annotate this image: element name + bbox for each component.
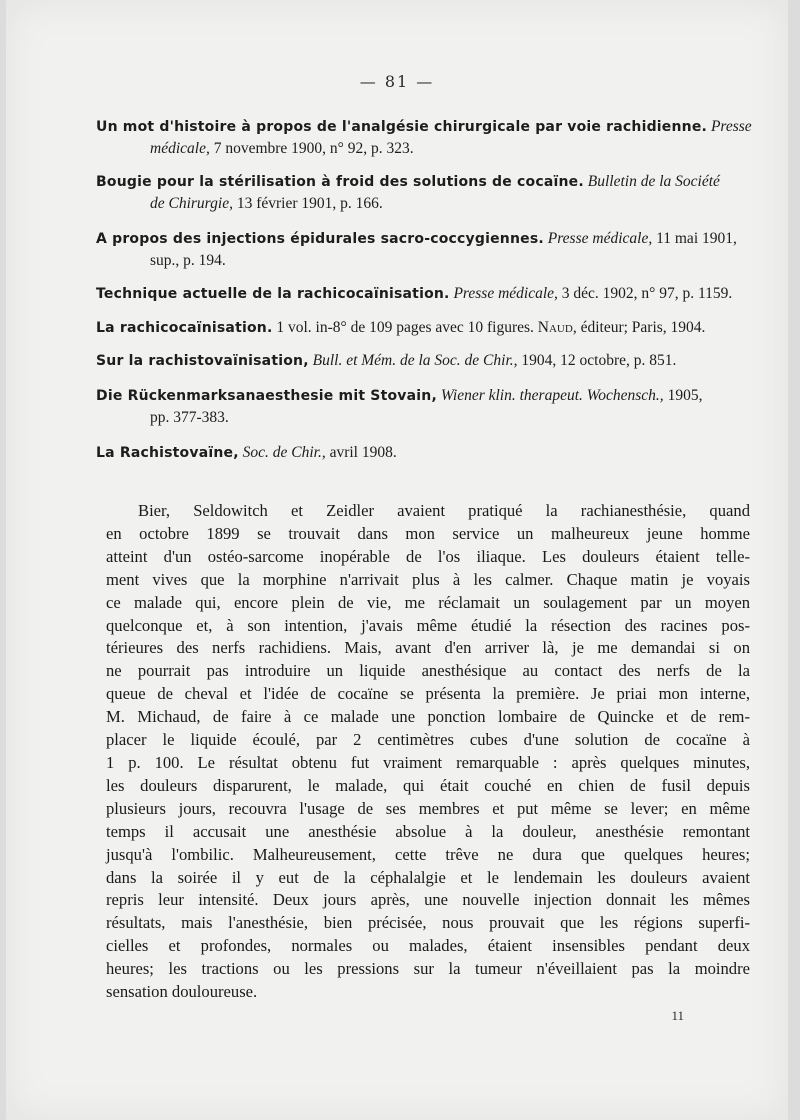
bibliography-entry — [96, 385, 752, 429]
entry-title: Technique actuelle de la rachicocaïnisation. — [96, 286, 450, 302]
bibliography-entry — [96, 228, 752, 272]
entry-details-cont: pp. 377-383. — [150, 409, 229, 426]
body-line: en octobre 1899 se trouvait dans mon service un malheureux jeune homme — [106, 523, 750, 543]
book-page — [6, 0, 788, 1120]
entry-source-cont: médicale, — [150, 140, 210, 157]
body-paragraph — [106, 500, 750, 1004]
signature-mark: 11 — [671, 1008, 684, 1023]
entry-publisher: Naud, — [537, 319, 577, 336]
bibliography-entry — [96, 317, 752, 339]
entry-details: 11 mai 1901, — [656, 230, 737, 247]
bibliography-entry — [96, 442, 752, 464]
body-line: 1 p. 100. Le résultat obtenu fut vraiment remarquable : après quelques minutes, — [106, 752, 750, 772]
bibliography-entry — [96, 283, 752, 305]
entry-source-cont: de Chirurgie, — [150, 195, 233, 212]
body-line: cielles et profondes, normales ou malades, étaient insensibles pendant deux — [106, 936, 750, 956]
entry-title: La Rachistovaïne, — [96, 445, 239, 461]
entry-details: 1 vol. in-8° de 109 pages avec 10 figures. — [276, 319, 534, 336]
body-line: quelconque et, à son intention, j'avais même étudié la résection des racines pos- — [106, 615, 750, 635]
body-line: repris leur intensité. Deux jours après, une nouvelle injection donnait les mêmes — [106, 890, 750, 910]
entry-source: Presse médicale, — [453, 285, 558, 302]
entry-title: Bougie pour la stérilisation à froid des solutions de cocaïne. — [96, 174, 584, 190]
entry-details: avril 1908. — [329, 444, 397, 461]
entry-details: 7 novembre 1900, n° 92, p. 323. — [213, 140, 414, 157]
bibliography-entry — [96, 171, 752, 215]
body-line: Bier, Seldowitch et Zeidler avaient pratiqué la rachianesthésie, quand — [138, 501, 750, 520]
entry-details-post: éditeur; Paris, 1904. — [580, 319, 706, 336]
body-line: dans la soirée il y eut de la céphalalgie et le lendemain les douleurs avaient — [106, 867, 750, 887]
page-number: — 81 — — [359, 72, 435, 91]
entry-source: Soc. de Chir., — [242, 444, 326, 461]
entry-details: 13 février 1901, p. 166. — [236, 195, 383, 212]
entry-source: Presse médicale, — [547, 230, 653, 247]
body-line: térieures des nerfs rachidiens. Mais, avant d'en arriver là, je me demandai si on — [106, 638, 750, 658]
body-line: résultats, mais l'anesthésie, bien précisée, nous prouvait que les régions superfi- — [106, 913, 750, 933]
body-line: heures; les tractions ou les pressions sur la tumeur n'éveillaient pas la moindre — [106, 959, 750, 979]
entry-title: Sur la rachistovaïnisation, — [96, 353, 309, 369]
entry-title: La rachicocaïnisation. — [96, 320, 273, 336]
body-line: ce malade qui, encore plein de vie, me réclamait un soulagement par un moyen — [106, 592, 750, 612]
entry-details: 1905, — [667, 387, 703, 404]
entry-title: Die Rückenmarksanaesthesie mit Stovain, — [96, 388, 437, 404]
entry-title: A propos des injections épidurales sacro-coccygiennes. — [96, 231, 544, 247]
body-line: placer le liquide écoulé, par 2 centimètres cubes d'une solution de cocaïne à — [106, 730, 750, 750]
entry-title: Un mot d'histoire à propos de l'analgésie chirurgicale par voie rachidienne. — [96, 119, 708, 135]
body-line: queue de cheval et l'idée de cocaïne se présenta la première. Je priai mon interne, — [106, 684, 750, 704]
body-line: M. Michaud, de faire à ce malade une ponction lombaire de Quincke et de rem- — [106, 707, 750, 727]
body-line: atteint d'un ostéo-sarcome inopérable de l'os iliaque. Les douleurs étaient telle- — [106, 546, 750, 566]
entry-source: Bulletin de la Société — [587, 173, 720, 190]
body-line: sensation douloureuse. — [106, 982, 258, 1002]
entry-details-cont: sup., p. 194. — [150, 252, 226, 269]
body-line: temps il accusait une anesthésie absolue à la douleur, anesthésie remontant — [106, 821, 750, 841]
body-line: ment vives que la morphine n'arrivait plus à les calmer. Chaque matin je voyais — [106, 569, 750, 589]
body-line: ne pourrait pas introduire un liquide anesthésique au contact des nerfs de la — [106, 661, 750, 681]
entry-source: Wiener klin. therapeut. Wochensch., — [440, 387, 664, 404]
bibliography-entry — [96, 116, 752, 160]
entry-details: 3 déc. 1902, n° 97, p. 1159. — [561, 285, 733, 302]
entry-source: Presse — [710, 118, 752, 135]
body-line: jusqu'à l'ombilic. Malheureusement, cette trêve ne dura que quelques heures; — [106, 844, 750, 864]
body-line: les douleurs disparurent, le malade, qui était couché en chien de fusil depuis — [106, 775, 750, 795]
entry-details: 1904, 12 octobre, p. 851. — [521, 352, 677, 369]
bibliography-entry — [96, 350, 752, 372]
body-line: plusieurs jours, recouvra l'usage de ses membres et put même se lever; en même — [106, 798, 750, 818]
entry-source: Bull. et Mém. de la Soc. de Chir., — [312, 352, 518, 369]
